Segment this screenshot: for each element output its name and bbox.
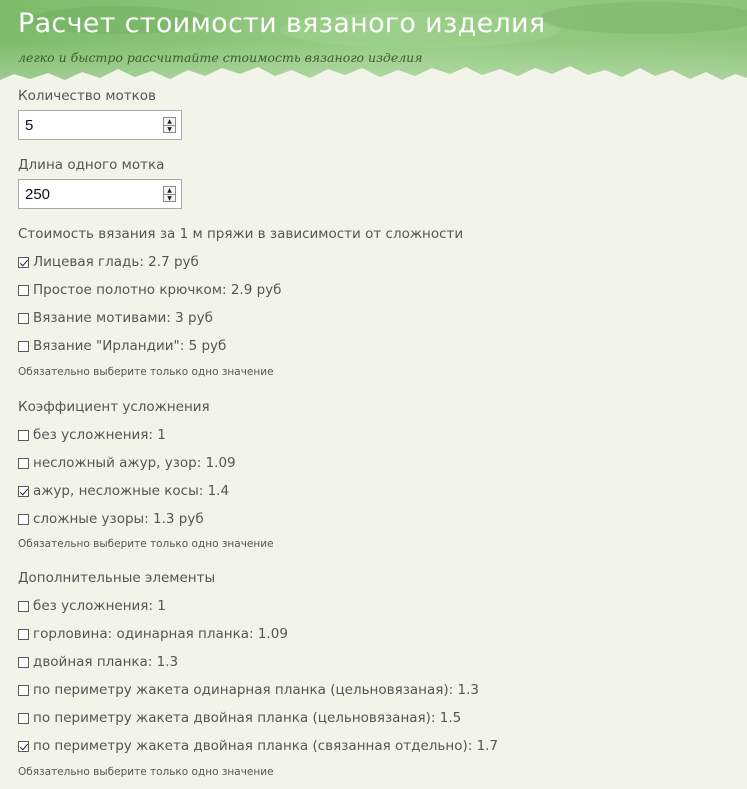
extras-option[interactable] (18, 738, 498, 754)
complexity-option-label: несложный ажур, узор: 1.09 (33, 455, 236, 471)
cost-note: Обязательно выберите только одно значение (18, 366, 274, 378)
complexity-checkbox[interactable] (18, 514, 29, 525)
complexity-checkbox[interactable] (18, 458, 29, 469)
complexity-note: Обязательно выберите только одно значение (18, 538, 274, 550)
skeins-input[interactable] (19, 111, 157, 139)
complexity-checkbox[interactable] (18, 486, 29, 497)
extras-option-label: по периметру жакета одинарная планка (цельновязаная): 1.3 (33, 682, 479, 698)
extras-checkbox[interactable] (18, 713, 29, 724)
cost-option-label: Лицевая гладь: 2.7 руб (33, 254, 199, 270)
extras-group-title: Дополнительные элементы (18, 570, 216, 586)
skeins-label: Количество мотков (18, 88, 156, 104)
page-subtitle: легко и быстро рассчитайте стоимость вязаного изделия (18, 50, 423, 65)
increment-arrow-icon[interactable]: ▲ (164, 187, 175, 195)
page-title: Расчет стоимости вязаного изделия (18, 8, 546, 39)
skeins-stepper[interactable] (18, 110, 182, 140)
extras-note: Обязательно выберите только одно значение (18, 766, 274, 778)
skeins-spin-buttons[interactable] (163, 117, 176, 133)
complexity-checkbox[interactable] (18, 430, 29, 441)
extras-option-label: по периметру жакета двойная планка (связанная отдельно): 1.7 (33, 738, 499, 754)
cost-checkbox[interactable] (18, 341, 29, 352)
skein-length-input[interactable] (19, 180, 157, 208)
complexity-option[interactable] (18, 511, 204, 527)
complexity-option[interactable] (18, 427, 166, 443)
skein-length-stepper[interactable] (18, 179, 182, 209)
extras-checkbox[interactable] (18, 629, 29, 640)
complexity-option[interactable] (18, 455, 236, 471)
cost-option-label: Простое полотно крючком: 2.9 руб (33, 282, 282, 298)
cost-option-label: Вязание "Ирландии": 5 руб (33, 338, 227, 354)
decrement-arrow-icon[interactable]: ▼ (167, 126, 172, 133)
skein-length-label: Длина одного мотка (18, 157, 165, 173)
complexity-option[interactable] (18, 483, 229, 499)
extras-option[interactable] (18, 598, 166, 614)
extras-option[interactable] (18, 710, 461, 726)
complexity-option-label: без усложнения: 1 (33, 427, 166, 443)
extras-checkbox[interactable] (18, 685, 29, 696)
extras-checkbox[interactable] (18, 601, 29, 612)
complexity-option-label: ажур, несложные косы: 1.4 (33, 483, 230, 499)
cost-checkbox[interactable] (18, 257, 29, 268)
extras-option[interactable] (18, 654, 178, 670)
extras-option-label: двойная планка: 1.3 (33, 654, 179, 670)
cost-checkbox[interactable] (18, 313, 29, 324)
cost-option[interactable] (18, 310, 213, 326)
extras-option[interactable] (18, 626, 288, 642)
extras-option-label: горловина: одинарная планка: 1.09 (33, 626, 288, 642)
header-banner (0, 0, 747, 90)
cost-option-label: Вязание мотивами: 3 руб (33, 310, 213, 326)
complexity-group-title: Коэффициент усложнения (18, 399, 210, 415)
skein-length-spin-buttons[interactable] (163, 186, 176, 202)
cost-checkbox[interactable] (18, 285, 29, 296)
cost-option[interactable] (18, 282, 281, 298)
extras-checkbox[interactable] (18, 741, 29, 752)
extras-option-label: по периметру жакета двойная планка (цельновязаная): 1.5 (33, 710, 462, 726)
cost-option[interactable] (18, 254, 199, 270)
extras-option-label: без усложнения: 1 (33, 598, 166, 614)
extras-option[interactable] (18, 682, 479, 698)
cost-option[interactable] (18, 338, 226, 354)
extras-checkbox[interactable] (18, 657, 29, 668)
complexity-option-label: сложные узоры: 1.3 руб (33, 511, 204, 527)
cost-group-title: Стоимость вязания за 1 м пряжи в зависимости от сложности (18, 226, 464, 242)
increment-arrow-icon[interactable]: ▲ (164, 118, 175, 126)
decrement-arrow-icon[interactable]: ▼ (167, 195, 172, 202)
